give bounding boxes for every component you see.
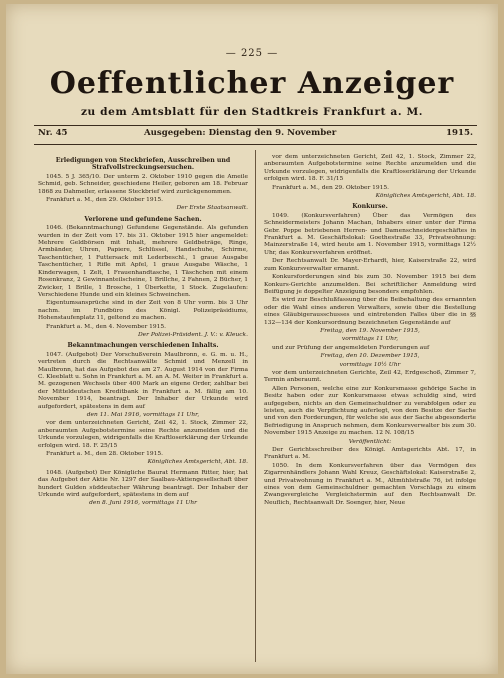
header-bottom-rule [34,144,477,145]
paragraph: vor dem unterzeichneten Gericht, Zeil 42, 1. Stock, Zimmer 22, anberaumten Aufgebotstermine seine Rechte anzumelden und die Urkunde vorzulegen, widrigenfalls die Kraftloserklärung der Urkunde erfolgen wird. 18. F. 25/15 [38,420,248,449]
paragraph: und zur Prüfung der angemeldeten Forderungen auf [272,344,430,351]
page-number: — 225 — [225,48,279,59]
section-heading: Erledigungen von Steckbriefen, Ausschreiben und Strafvollstreckungsersuchen. [55,157,231,172]
centered-line: Freitag, den 19. November 1915, [320,327,420,334]
centered-line: den 8. Juni 1916, vormittags 11 Uhr [89,500,197,507]
paragraph: Frankfurt a. M., den 29. Oktober 1915. [46,197,163,204]
paragraph: Der Rechtsanwalt Dr. Mayer-Erhardt, hier, Kaiserstraße 22, wird zum Konkursverwalter ernannt. [264,258,476,272]
paragraph: Allen Personen, welche eine zur Konkursmasse gehörige Sache in Besitz haben oder zur Konkursmasse etwas schuldig sind, wird aufgegeben, nichts an den Gemeinschuldner zu verabfolgen oder zu leisten, auch die Verpflichtung auferlegt, von dem Besitze der Sache und von den Forderungen, für welche sie aus der Sache abgesonderte Befriedigung in Anspruch nehmen, dem Konkursverwalter bis zum 30. November 1915 Anzeige zu machen. 12 N. 108/15 [264,385,476,437]
paragraph: 1050. In dem Konkursverfahren über das Vermögen des Zigarrenhändlers Johann Wahl Kreuz, Geschäftslokal: Kaiserstraße 2, und Privatwohnung in Frankfurt a. M., Altmühlstraße 76, ist infolge eines von dem Gemeinschuldner gemachten Vorschlags zu einem Zwangsvergleiche Vergleichstermin auf den Rechtsanwalt Dr. Neuflich, Rechtsanwalt Dr. Soenger, hier, Neue [264,462,476,506]
masthead-subtitle: zu dem Amtsblatt für den Stadtkreis Frankfurt a. M. [80,106,424,118]
centered-line: Veröffentlicht: [348,438,392,445]
issue-year: 1915. [446,128,473,138]
left-column [38,154,248,662]
section-heading: Konkurse. [352,203,388,211]
paragraph: 1046. (Bekanntmachung) Gefundene Gegenstände. Als gefunden wurden in der Zeit vom 17. bis 31. Oktober 1915 hier angemeldet: Mehrere Geldbörsen mit Inhalt, mehrere Geldbeträge, Ringe, Armbänder, Uhren, Papiere, Schlüssel, Handschuhe, Schirme, Taschentücher, 1 Futtersack mit Lederbeschl., 1 graue Ausgabe Taschentücher, 1 Rifle mit Apfel, 1 graue Ausgabe Wäsche, 1 Kinderwagen, 1 Zelt, 1 Frauenhandtasche, 1 Täschchen mit einem Rosenkranz, 2 Gewinnanteilscheine, 1 Brillche, 2 Fahnen, 2 Bücher, 1 Zwicker, 1 Brille, 1 Brosche, 1 Überkette, 1 Stock. Zugelaufen: Verschiedene Hunde und ein kleines Schweinchen. [38,225,248,298]
signature-line: Königliches Amtsgericht, Abt. 18. [375,193,476,200]
newspaper-page [6,4,498,674]
paragraph: 1047. (Aufgebot) Der Vorschußverein Maulbronn, e. G. m. u. H., vertreten durch die Rechtsanwälte Schmid und Menzell in Maulbronn, hat das Aufgebot des am 27. August 1914 von der Firma C. Kleeblatt u. Sohn in Frankfurt a. M. an A. M. Weiter in Frankfurt a. M. gezogenen Wechsels über 400 Mark an eigene Order, zahlbar bei der Mitteldeutschen Kreditbank in Frankfurt a. M. fällig am 10. November 1914, beantragt. Der Inhaber der Urkunde wird aufgefordert, spätestens in dem auf [38,351,248,410]
section-heading: Verlorene und gefundene Sachen. [84,215,202,223]
signature-line: Der Erste Staatsanwalt. [176,205,248,212]
issue-info-bar [34,128,477,142]
paragraph: Es wird zur Beschlußfassung über die Beibehaltung des ernannten oder die Wahl eines anderen Verwalters, sowie über die Bestellung eines Gläubigerausschusses und eintretenden Falles über die in §§ 132—134 der Konkursordnung bezeichneten Gegenstände auf [264,297,476,326]
paragraph: Konkursforderungen sind bis zum 30. November 1915 bei dem Konkurs-Gerichte anzumelden. Bei schriftlicher Anmeldung wird Beifügung je doppelter Anzeigung besonders empfohlen. [264,274,476,295]
issue-number: Nr. 45 [38,128,68,138]
paragraph: vor dem unterzeichneten Gerichte, Zeil 42, Erdgeschoß, Zimmer 7, Termin anberaumt. [264,369,476,384]
centered-line: den 11. Mai 1916, vormittags 11 Uhr, [86,412,200,418]
paragraph: Frankfurt a. M., den 29. Oktober 1915. [272,184,389,191]
paragraph: Frankfurt a. M., den 4. November 1915. [46,323,167,330]
paragraph: Frankfurt a. M., den 28. Oktober 1915. [46,451,163,458]
paragraph: 1049. (Konkursverfahren) Über das Vermögen des Schneidermeisters Johann Machan, Inhabers einer unter der Firma Gebr. Poppe betriebenen Herren- und Damenschneidergeschäftes in Frankfurt a. M. Geschäftslokal: Goethestraße 33, Privatwohnung: Mainzerstraße 14, wird heute am 1. November 1915, vormittags 12½ Uhr, das Konkursverfahren eröffnet. [264,212,476,256]
header-top-rule [34,125,477,126]
masthead-title: Oeffentlicher Anzeiger [49,66,455,101]
paragraph: 1048. (Aufgebot) Der Königliche Baurat Hermann Ritter, hier, hat das Aufgebot der Aktie Nr. 1297 der Saalbau-Aktiengesellschaft über hundert Gulden süddeutscher Währung beantragt. Der Inhaber der Urkunde wird aufgefordert, spätestens in dem auf [38,469,248,499]
centered-line: vormittags 11 Uhr, [341,336,399,343]
centered-line: vormittags 10½ Uhr [339,361,401,368]
right-column [264,154,476,662]
section-heading: Bekanntmachungen verschiedenen Inhalts. [67,342,219,350]
signature-line: Der Polizei-Präsident. J. V.: v. Kleuck. [137,331,248,338]
paragraph: vor dem unterzeichneten Gericht, Zeil 42, 1. Stock, Zimmer 22, anberaumten Aufgebotstermine seine Rechte anzumelden und die Urkunde vorzulegen, widrigenfalls die Kraftloserklärung der Urkunde erfolgen wird. 18. F. 31/15 [264,154,476,183]
signature-line: Königliches Amtsgericht, Abt. 18. [147,459,248,466]
column-divider [255,150,256,662]
paragraph: 1045. 5 J. 365/10. Der unterm 2. Oktober 1910 gegen die Ameile Schmid, geb. Schneider, geschiedene Heiler, geboren am 18. Februar 1868 zu Dahmeiler, erlassene Steckbrief wird zurückgenommen. [38,173,248,195]
paragraph: Eigentumsansprüche sind in der Zeit von 8 Uhr vorm. bis 3 Uhr nachm. im Fundbüro des Königl. Polizeipräsidiums, Hohenstaufenplatz 11, geltend zu machen. [38,300,248,322]
centered-line: Freitag, den 10. Dezember 1915, [320,353,420,360]
issue-date: Ausgegeben: Dienstag den 9. November [144,128,337,138]
paragraph: Der Gerichtsschreiber des Königl. Amtsgerichts Abt. 17, in Frankfurt a. M. [264,447,476,461]
